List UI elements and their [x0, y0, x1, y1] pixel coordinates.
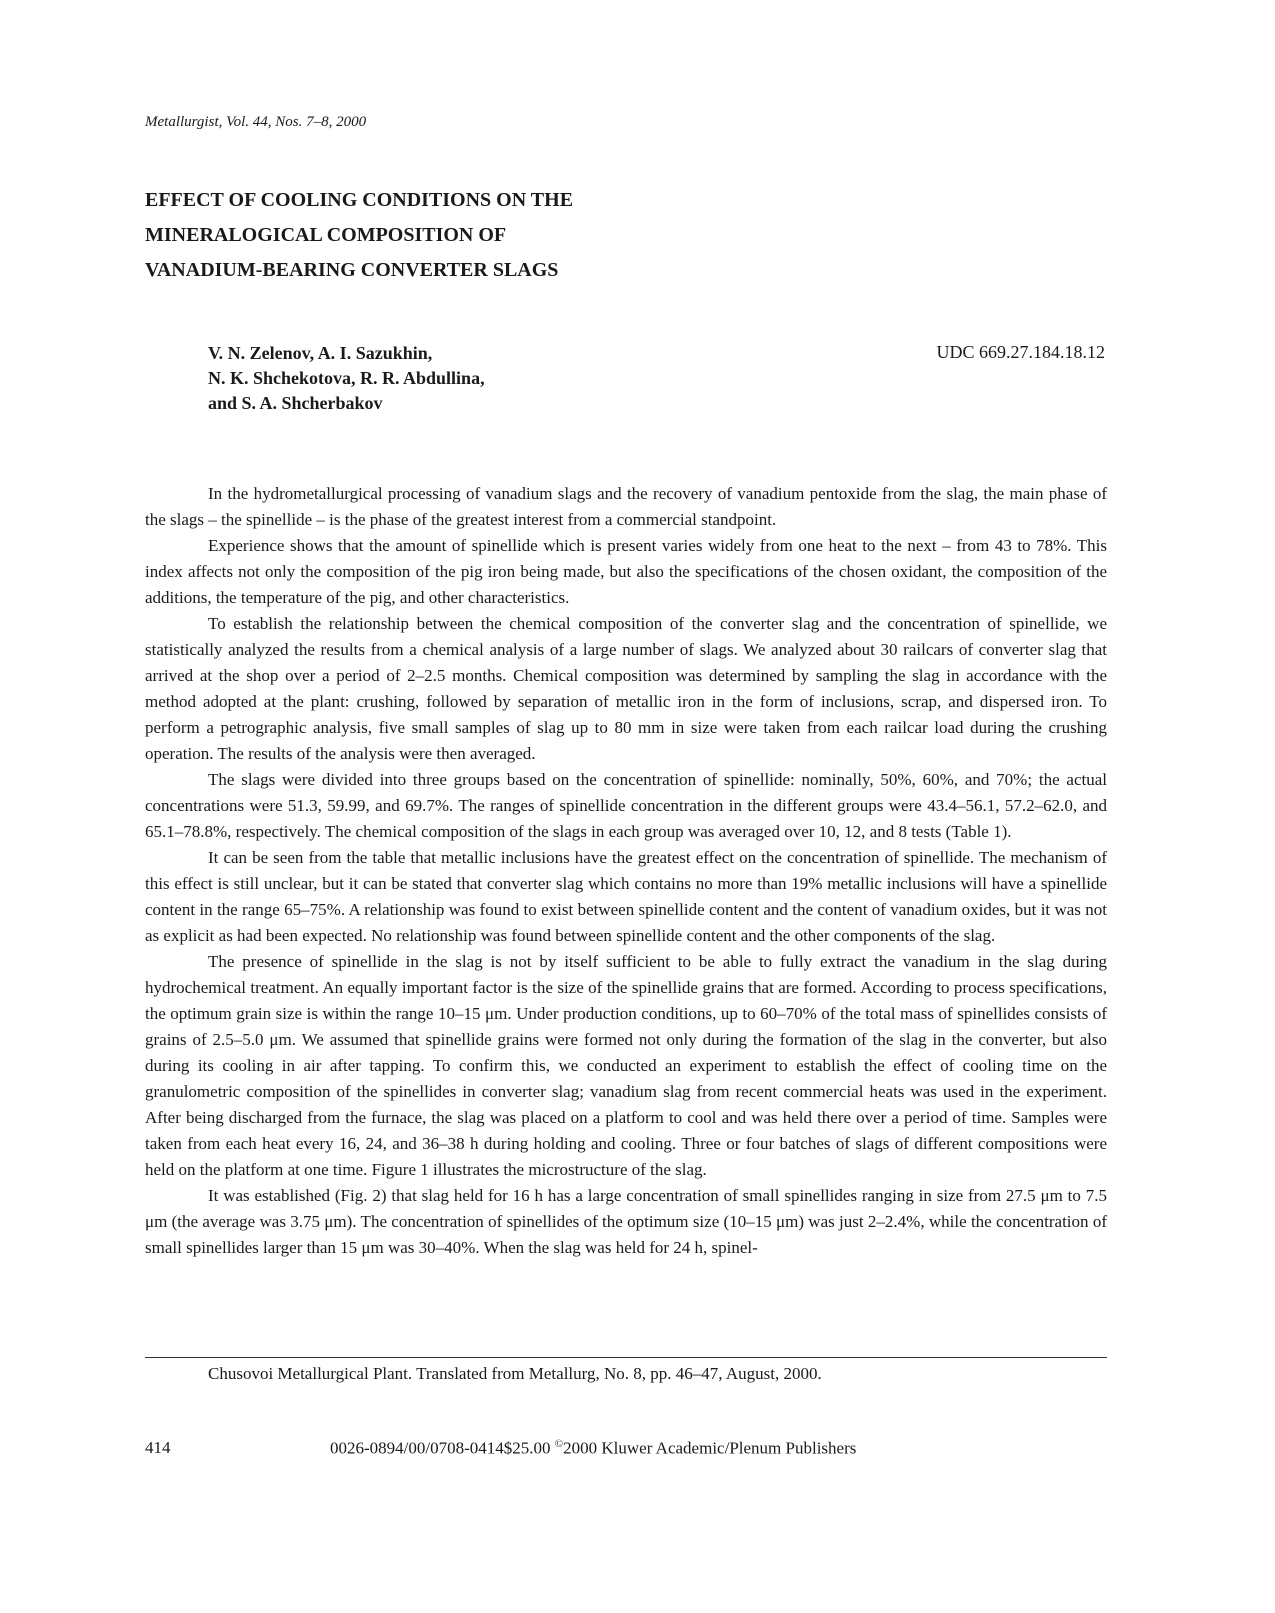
author-line-2: N. K. Shchekotova, R. R. Abdullina, — [208, 368, 485, 388]
paragraph-1: In the hydrometallurgical processing of vanadium slags and the recovery of vanadium pentoxide from the slag, the main phase of the slags – the spinellide – is the phase of the greatest interest from a commercial standpoint. — [145, 484, 1107, 529]
affiliation-footnote: Chusovoi Metallurgical Plant. Translated from Metallurg, No. 8, pp. 46–47, August, 2000. — [208, 1364, 822, 1383]
author-line-3: and S. A. Shcherbakov — [208, 393, 383, 413]
paragraph-2: Experience shows that the amount of spinellide which is present varies widely from one heat to the next – from 43 to 78%. This index affects not only the composition of the pig iron being made, but also the specifications of the chosen oxidant, the composition of the additions, the temperature of the pig, and other characteristics. — [145, 536, 1107, 607]
paragraph-6: The presence of spinellide in the slag is not by itself sufficient to be able to fully extract the vanadium in the slag during hydrochemical treatment. An equally important factor is the size of the spinellide grains that are formed. According to process specifications, the optimum grain size is within the range 10–15 μm. Under production conditions, up to 60–70% of the total mass of spinellides consists of grains of 2.5–5.0 μm. We assumed that spinellide grains were formed not only during the formation of the slag in the converter, but also during its cooling in air after tapping. To confirm this, we conducted an experiment to establish the effect of cooling time on the granulometric composition of the spinellides in converter slag; vanadium slag from recent commercial heats was used in the experiment. After being discharged from the furnace, the slag was placed on a platform to cool and was held there over a period of time. Samples were taken from each heat every 16, 24, and 36–38 h during holding and cooling. Three or four batches of slags of different compositions were held on the platform at one time. Figure 1 illustrates the microstructure of the slag. — [145, 952, 1107, 1179]
udc-code: UDC 669.27.184.18.12 — [936, 342, 1105, 362]
publisher-name: 2000 Kluwer Academic/Plenum Publishers — [563, 1438, 857, 1458]
article-title — [145, 183, 765, 288]
title-line-1: EFFECT OF COOLING CONDITIONS ON THE — [145, 189, 574, 211]
paragraph-3: To establish the relationship between the chemical composition of the converter slag and the concentration of spinellide, we statistically analyzed the results from a chemical analysis of a large number of slags. We analyzed about 30 railcars of converter slag that arrived at the shop over a period of 2–2.5 months. Chemical composition was determined by sampling the slag in accordance with the method adopted at the plant: crushing, followed by separation of metallic iron in the form of inclusions, scrap, and dispersed iron. To perform a petrographic analysis, five small samples of slag up to 80 mm in size were taken from each railcar load during the crushing operation. The results of the analysis were then averaged. — [145, 614, 1107, 763]
journal-citation: Metallurgist, Vol. 44, Nos. 7–8, 2000 — [145, 114, 367, 130]
title-line-2: MINERALOGICAL COMPOSITION OF — [145, 224, 507, 246]
article-code: 0026-0894/00/0708-0414$25.00 — [330, 1438, 551, 1458]
page-number: 414 — [145, 1438, 171, 1457]
paragraph-4: The slags were divided into three groups based on the concentration of spinellide: nominally, 50%, 60%, and 70%; the actual concentrations were 51.3, 59.99, and 69.7%. The ranges of spinellide concentration in the different groups were 43.4–56.1, 57.2–62.0, and 65.1–78.8%, respectively. The chemical composition of the slags in each group was averaged over 10, 12, and 8 tests (Table 1). — [145, 770, 1107, 841]
article-body — [145, 481, 1107, 1261]
title-line-3: VANADIUM-BEARING CONVERTER SLAGS — [145, 259, 559, 281]
author-line-1: V. N. Zelenov, A. I. Sazukhin, — [208, 343, 433, 363]
author-list — [208, 341, 485, 416]
copyright-symbol: © — [554, 1438, 564, 1450]
footnote-divider — [145, 1357, 1107, 1358]
paragraph-7: It was established (Fig. 2) that slag held for 16 h has a large concentration of small spinellides ranging in size from 27.5 μm to 7.5 μm (the average was 3.75 μm). The concentration of spinellides of the optimum size (10–15 μm) was just 2–2.4%, while the concentration of small spinellides larger than 15 μm was 30–40%. When the slag was held for 24 h, spinel- — [145, 1186, 1107, 1257]
copyright-line — [330, 1438, 856, 1459]
paragraph-5: It can be seen from the table that metallic inclusions have the greatest effect on the concentration of spinellide. The mechanism of this effect is still unclear, but it can be stated that converter slag which contains no more than 19% metallic inclusions will have a spinellide content in the range 65–75%. A relationship was found to exist between spinellide content and the content of vanadium oxides, but it was not as explicit as had been expected. No relationship was found between spinellide content and the other components of the slag. — [145, 848, 1107, 945]
